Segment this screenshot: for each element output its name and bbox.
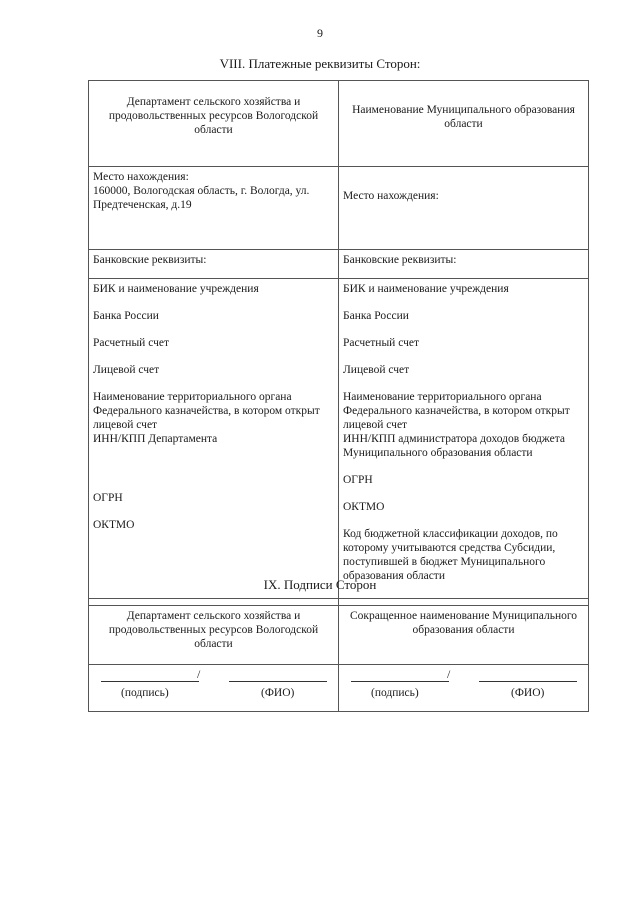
left-party-header <box>89 81 339 167</box>
payment-details-table <box>88 80 589 606</box>
signature-separator: / <box>447 667 451 681</box>
left-party-name: Департамент сельского хозяйства и продовольственных ресурсов Вологодской области <box>108 96 319 136</box>
table-row <box>89 279 589 606</box>
list-item: Банка России <box>343 310 409 322</box>
left-signature-cell <box>89 665 339 712</box>
right-bank-label-cell <box>339 250 589 279</box>
list-item: Расчетный счет <box>93 337 169 349</box>
list-item: Лицевой счет <box>93 364 160 376</box>
list-item: БИК и наименование учреждения <box>93 283 259 295</box>
section-title-payment-details: VIII. Платежные реквизиты Сторон: <box>219 56 421 71</box>
signature-separator: / <box>197 667 201 681</box>
right-location: Место нахождения: <box>343 190 439 202</box>
name-caption: (ФИО) <box>261 687 295 699</box>
list-item: ОГРН <box>343 474 373 486</box>
name-line <box>479 681 577 682</box>
right-location-cell <box>339 167 589 250</box>
list-item: ОКТМО <box>343 501 385 513</box>
right-bank-label: Банковские реквизиты: <box>343 254 457 266</box>
table-row <box>89 81 589 167</box>
signature-caption: (подпись) <box>121 687 169 699</box>
signature-caption: (подпись) <box>371 687 419 699</box>
left-location: Место нахождения: 160000, Вологодская область, г. Вологда, ул. Предтеченская, д.19 <box>93 171 310 211</box>
right-signature-cell <box>339 665 589 712</box>
right-signature-header <box>339 599 589 665</box>
table-row <box>89 167 589 250</box>
list-item: Расчетный счет <box>343 337 419 349</box>
table-row <box>89 599 589 665</box>
left-signature-header <box>89 599 339 665</box>
name-caption: (ФИО) <box>511 687 545 699</box>
list-item: БИК и наименование учреждения <box>343 283 509 295</box>
signatures-table <box>88 598 589 712</box>
left-bank-details <box>89 279 339 606</box>
signature-line <box>351 681 449 682</box>
left-bank-label-cell <box>89 250 339 279</box>
left-bank-label: Банковские реквизиты: <box>93 254 207 266</box>
signature-line <box>101 681 199 682</box>
right-party-header <box>339 81 589 167</box>
left-location-cell <box>89 167 339 250</box>
list-item: Лицевой счет <box>343 364 410 376</box>
list-item: Банка России <box>93 310 159 322</box>
section-title-signatures: IX. Подписи Сторон <box>263 577 377 592</box>
list-item: Наименование территориального органа Федерального казначейства, в котором открыт лицевой счет ИНН/КПП Департамента <box>93 391 320 445</box>
left-party-name: Департамент сельского хозяйства и продовольственных ресурсов Вологодской области <box>108 610 319 650</box>
name-line <box>229 681 327 682</box>
right-party-name: Сокращенное наименование Муниципального образования области <box>349 610 578 636</box>
page-number: 9 <box>317 26 323 40</box>
list-item: ОГРН <box>93 492 123 504</box>
list-item: ОКТМО <box>93 519 135 531</box>
right-party-name: Наименование Муниципального образования области <box>352 104 575 130</box>
list-item: Код бюджетной классификации доходов, по которому учитываются средства Субсидии, поступившей в бюджет Муниципального образования области <box>343 528 558 582</box>
list-item: Наименование территориального органа Федерального казначейства, в котором открыт лицевой счет ИНН/КПП администратора доходов бюджета Муниципального образования области <box>343 391 570 459</box>
table-row <box>89 665 589 712</box>
right-bank-details <box>339 279 589 606</box>
table-row <box>89 250 589 279</box>
